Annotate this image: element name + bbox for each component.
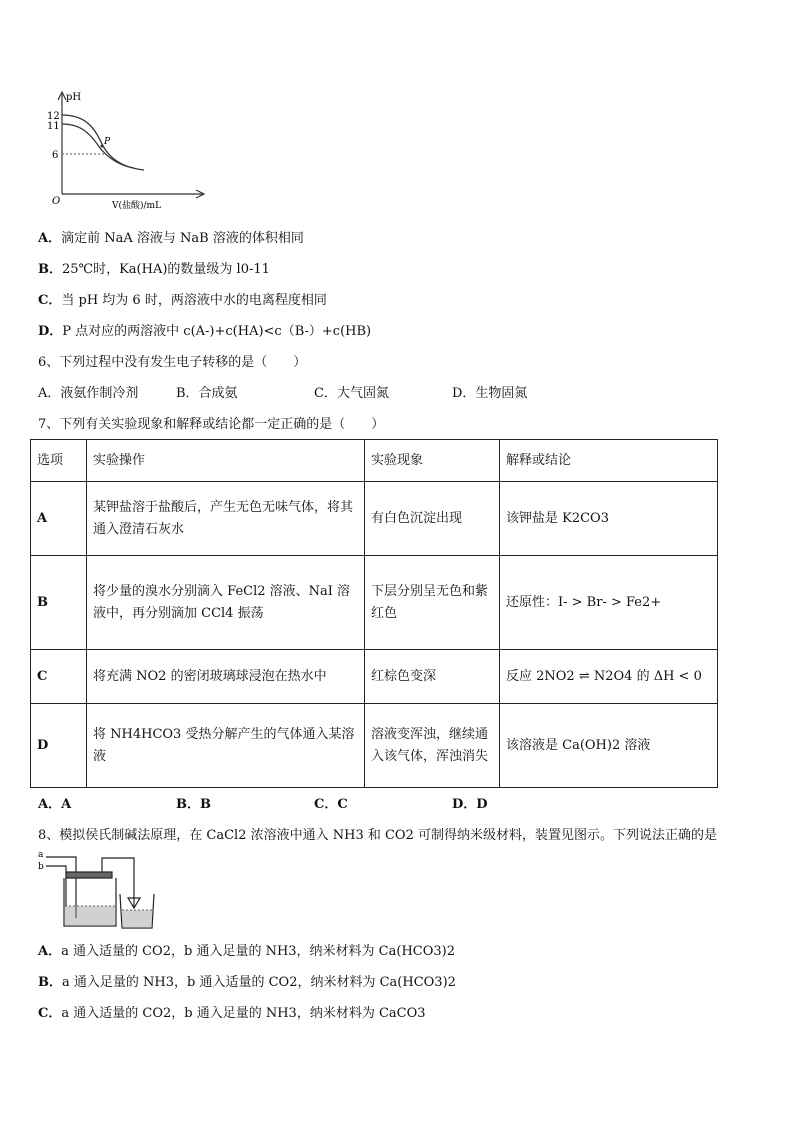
q7-option-a: A．A — [38, 797, 72, 812]
q5-option-c-label: C． — [38, 293, 62, 308]
table-row — [31, 482, 718, 556]
q5-option-a-text: 滴定前 NaA 溶液与 NaB 溶液的体积相同 — [61, 231, 304, 246]
apparatus-diagram — [36, 848, 176, 932]
row-c-conclusion: 反应 2NO2 ⇌ N2O4 的 ΔH < 0 — [500, 650, 718, 704]
row-b-phenomenon: 下层分别呈无色和紫红色 — [365, 556, 500, 650]
q5-option-a-label: A． — [38, 231, 62, 246]
graph-y-tick-6: 6 — [52, 150, 59, 161]
table-header-row — [31, 440, 718, 482]
graph-point-p: P — [104, 137, 111, 147]
header-operation: 实验操作 — [87, 440, 365, 482]
apparatus-label-b: b — [38, 862, 44, 872]
table-row — [31, 556, 718, 650]
q7-stem: 7、下列有关实验现象和解释或结论都一定正确的是（ ） — [38, 417, 385, 432]
row-b-option: B — [31, 556, 87, 650]
header-conclusion: 解释或结论 — [500, 440, 718, 482]
titration-graph — [44, 86, 264, 212]
row-a-conclusion: 该钾盐是 K2CO3 — [500, 482, 718, 556]
q8-option-b-text: a 通入足量的 NH3，b 通入适量的 CO2，纳米材料为 Ca(HCO3)2 — [62, 975, 456, 990]
graph-y-tick-12: 12 — [47, 111, 60, 122]
row-b-conclusion: 还原性：I- > Br- > Fe2+ — [500, 556, 718, 650]
q6-stem: 6、下列过程中没有发生电子转移的是（ ） — [38, 355, 307, 370]
row-c-phenomenon: 红棕色变深 — [365, 650, 500, 704]
q8-option-b — [38, 975, 456, 991]
q5-option-a — [38, 231, 304, 247]
graph-y-label: pH — [66, 92, 82, 103]
apparatus-label-a: a — [38, 850, 44, 860]
q6-options — [38, 386, 527, 402]
q5-option-b-label: B． — [38, 262, 62, 277]
q5-option-d-label: D． — [38, 324, 63, 339]
q7-options — [38, 797, 488, 813]
curve-nab — [62, 124, 134, 168]
graph-axes — [58, 92, 204, 198]
header-option: 选项 — [31, 440, 87, 482]
row-d-option: D — [31, 704, 87, 788]
q7-option-c: C．C — [314, 797, 348, 812]
q8-option-a-text: a 通入适量的 CO2，b 通入足量的 NH3，纳米材料为 Ca(HCO3)2 — [61, 944, 456, 959]
row-c-operation: 将充满 NO2 的密闭玻璃球浸泡在热水中 — [87, 650, 365, 704]
row-a-phenomenon: 有白色沉淀出现 — [365, 482, 500, 556]
q8-stem: 8、模拟侯氏制碱法原理，在 CaCl2 浓溶液中通入 NH3 和 CO2 可制得纳米级材料，装置见图示。下列说法正确的是 — [38, 828, 717, 843]
q8-option-c — [38, 1006, 426, 1022]
q6-option-b: B．合成氨 — [176, 386, 238, 401]
row-c-option: C — [31, 650, 87, 704]
row-d-operation: 将 NH4HCO3 受热分解产生的气体通入某溶液 — [87, 704, 365, 788]
graph-origin: O — [52, 196, 61, 207]
row-d-phenomenon: 溶液变浑浊，继续通入该气体，浑浊消失 — [365, 704, 500, 788]
row-a-option: A — [31, 482, 87, 556]
q5-option-b — [38, 262, 270, 278]
q5-option-c-text: 当 pH 均为 6 时，两溶液中水的电离程度相同 — [61, 293, 327, 308]
q6-option-c: C．大气固氮 — [314, 386, 389, 401]
table-row — [31, 650, 718, 704]
header-phenomenon: 实验现象 — [365, 440, 500, 482]
q8-option-c-label: C． — [38, 1006, 62, 1021]
q8-option-c-text: a 通入适量的 CO2，b 通入足量的 NH3，纳米材料为 CaCO3 — [61, 1006, 426, 1021]
experiment-table — [30, 439, 718, 788]
row-b-operation: 将少量的溴水分别滴入 FeCl2 溶液、NaI 溶液中，再分别滴加 CCl4 振荡 — [87, 556, 365, 650]
q6-option-a: A．液氨作制冷剂 — [38, 386, 139, 401]
q8-option-a-label: A． — [38, 944, 62, 959]
q7-option-b: B．B — [176, 797, 211, 812]
row-a-operation: 某钾盐溶于盐酸后，产生无色无味气体，将其通入澄清石灰水 — [87, 482, 365, 556]
q8-option-a — [38, 944, 455, 960]
liquid-left — [65, 906, 115, 926]
q8-option-b-label: B． — [38, 975, 62, 990]
q5-option-d — [38, 324, 371, 340]
graph-y-tick-11: 11 — [47, 121, 60, 132]
q6-option-d: D．生物固氮 — [452, 386, 528, 401]
liquid-right — [122, 910, 152, 928]
q7-option-d: D．D — [452, 797, 488, 812]
row-d-conclusion: 该溶液是 Ca(OH)2 溶液 — [500, 704, 718, 788]
graph-x-label: V(盐酸)/mL — [112, 201, 162, 211]
q5-option-d-text: P 点对应的两溶液中 c(A-)+c(HA)<c（B-）+c(HB) — [62, 324, 372, 339]
q5-option-c — [38, 293, 327, 309]
table-row — [31, 704, 718, 788]
curve-naa — [62, 115, 144, 170]
q5-option-b-text: 25℃时，Ka(HA)的数量级为 l0-11 — [62, 262, 270, 277]
